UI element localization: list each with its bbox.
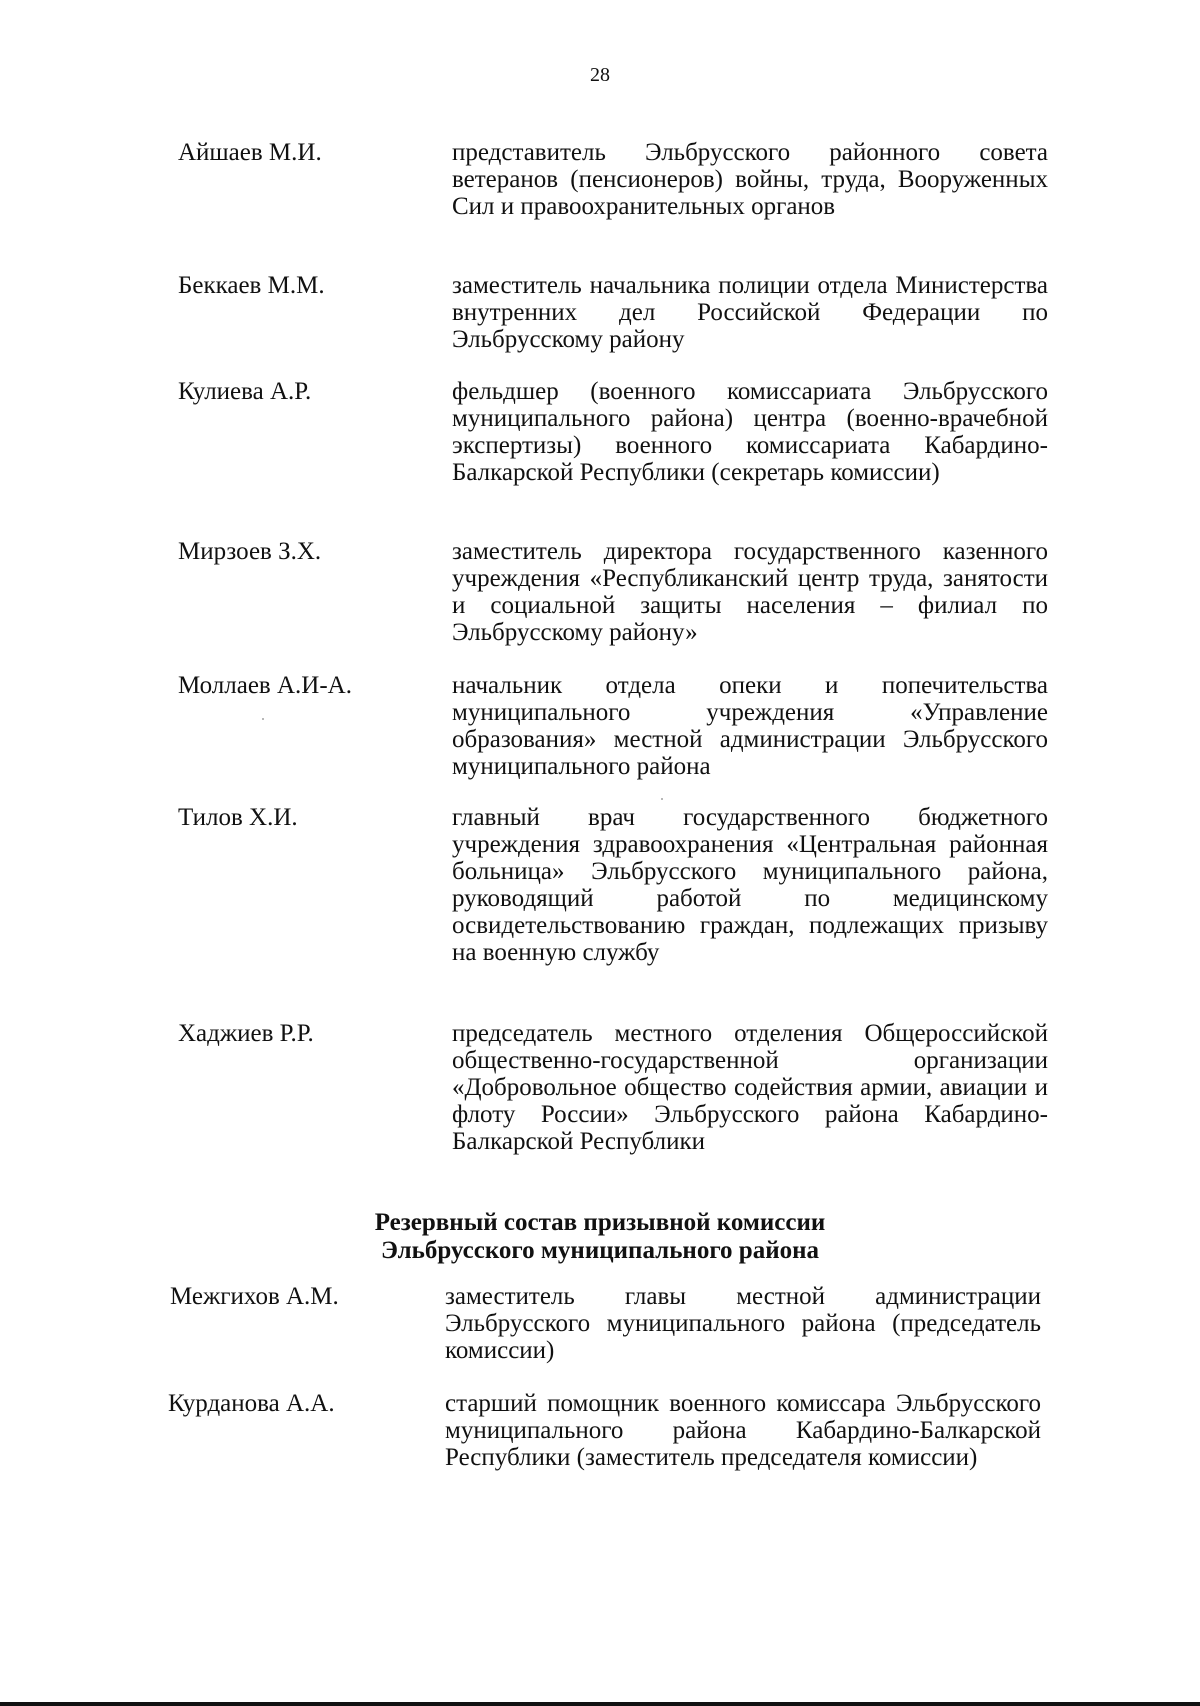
page-number: 28	[590, 64, 610, 86]
member-role: заместитель директора государственного казенного учреждения «Республиканский центр труда, занятости и социальной защиты населения – филиал по Эльбрусскому району»	[452, 538, 1048, 646]
scan-speck	[661, 798, 663, 800]
member-name: Моллаев А.И-А.	[178, 672, 352, 699]
member-role: заместитель начальника полиции отдела Министерства внутренних дел Российской Федерации по Эльбрусскому району	[452, 272, 1048, 353]
member-role: старший помощник военного комиссара Эльбрусского муниципального района Кабардино-Балкарской Республики (заместитель председателя комиссии)	[445, 1390, 1041, 1471]
member-name: Кулиева А.Р.	[178, 378, 312, 405]
member-role: фельдшер (военного комиссариата Эльбрусского муниципального района) центра (военно-врачебной экспертизы) военного комиссариата Кабардино-Балкарской Республики (секретарь комиссии)	[452, 378, 1048, 486]
bottom-scan-edge	[0, 1702, 1200, 1706]
member-name: Мирзоев З.Х.	[178, 538, 322, 565]
member-role: начальник отдела опеки и попечительства муниципального учреждения «Управление образования» местной администрации Эльбрусского муниципального района	[452, 672, 1048, 780]
member-name: Межгихов А.М.	[170, 1283, 339, 1310]
member-role: заместитель главы местной администрации Эльбрусского муниципального района (председатель комиссии)	[445, 1283, 1041, 1364]
member-name: Беккаев М.М.	[178, 272, 325, 299]
reserve-title-line: Резервный состав призывной комиссии	[374, 1209, 826, 1236]
reserve-title-line: Эльбрусского муниципального района	[380, 1237, 820, 1264]
member-role: председатель местного отделения Общероссийской общественно-государственной организации «Добровольное общество содействия армии, авиации и флоту России» Эльбрусского района Кабардино-Балкарской Республики	[452, 1020, 1048, 1155]
reserve-section-title	[0, 1209, 1200, 1265]
member-name: Хаджиев Р.Р.	[178, 1020, 314, 1047]
member-role: главный врач государственного бюджетного учреждения здравоохранения «Центральная районная больница» Эльбрусского муниципального района, руководящий работой по медицинскому освидетельствованию граждан, подлежащих призыву на военную службу	[452, 804, 1048, 966]
member-role: представитель Эльбрусского районного совета ветеранов (пенсионеров) войны, труда, Вооруженных Сил и правоохранительных органов	[452, 139, 1048, 220]
member-name: Айшаев М.И.	[178, 139, 322, 166]
member-name: Курданова А.А.	[168, 1390, 335, 1417]
scan-speck	[262, 718, 264, 720]
member-name: Тилов Х.И.	[178, 804, 298, 831]
